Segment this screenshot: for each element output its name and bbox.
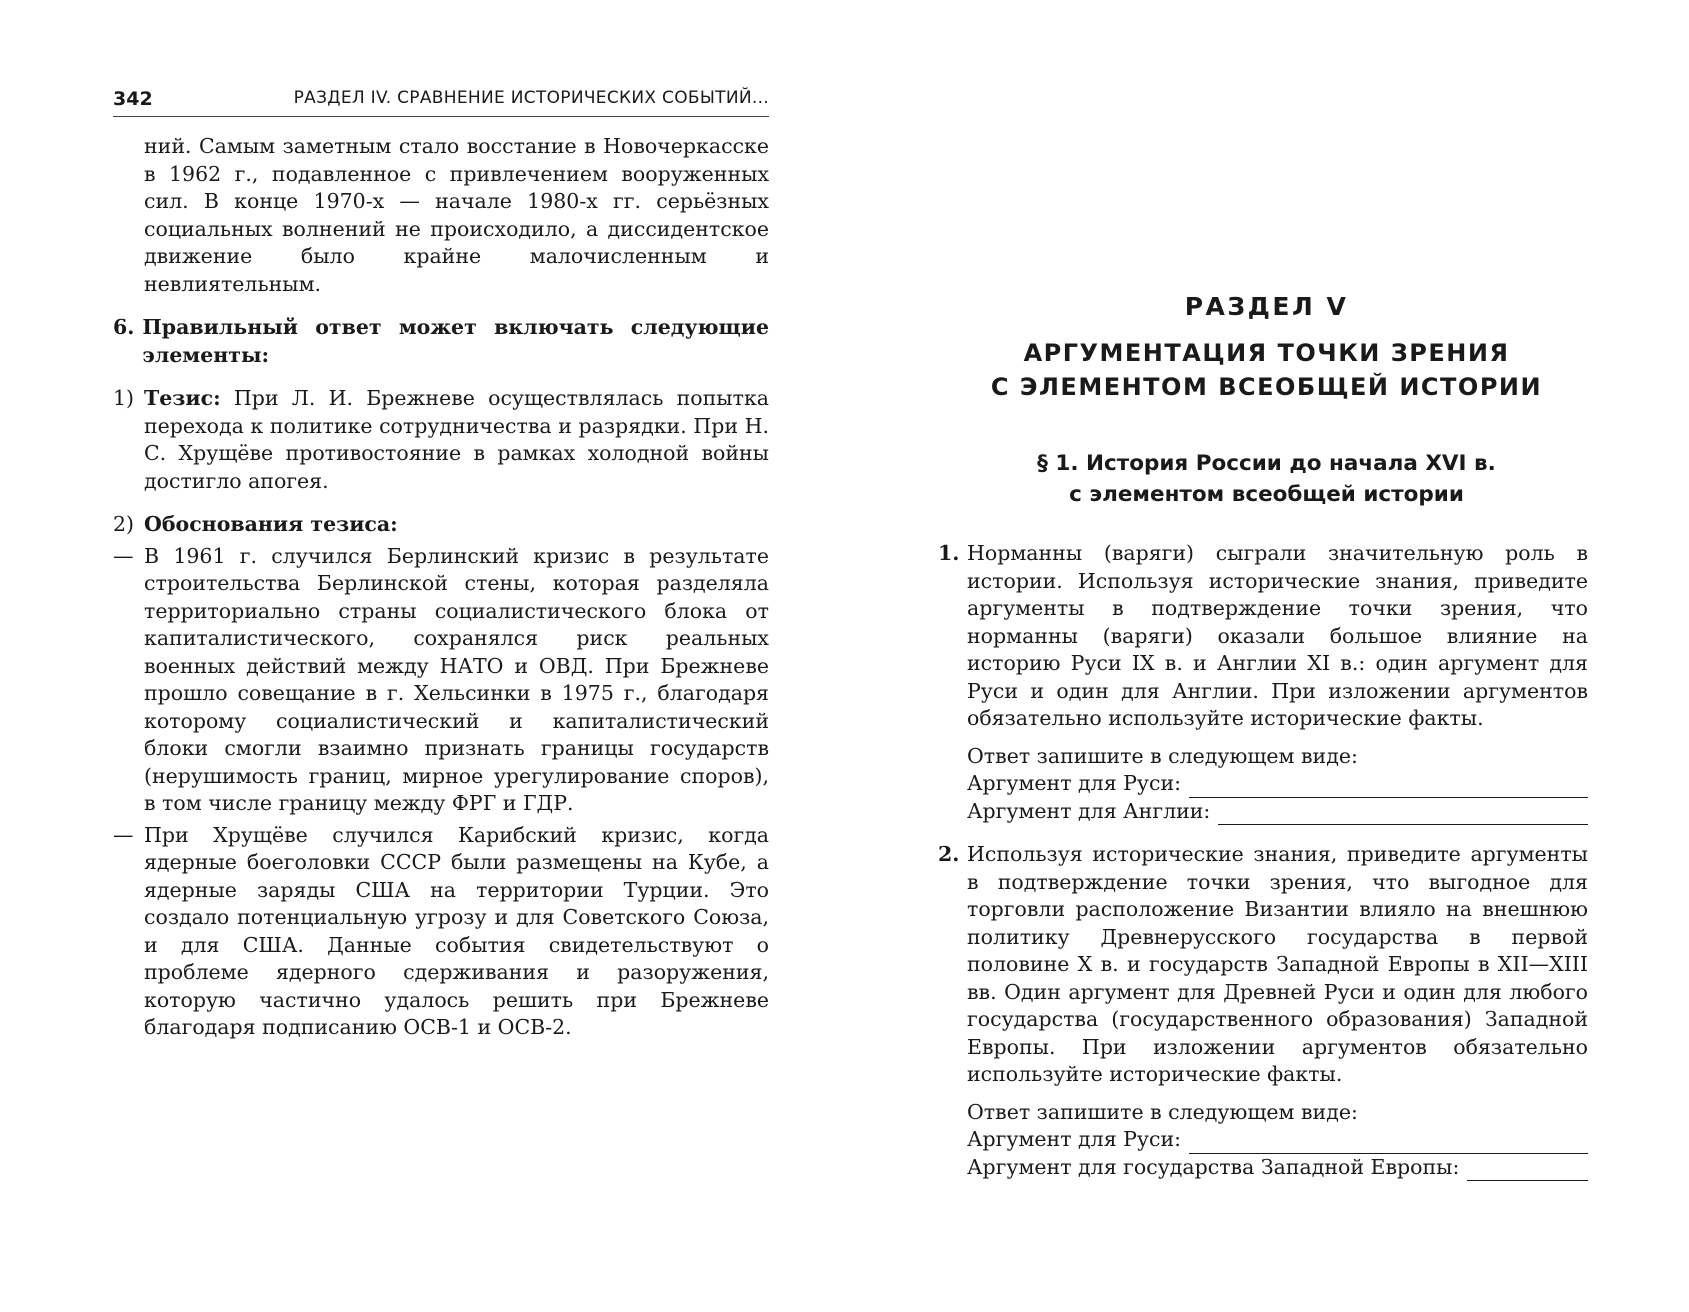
thesis-item	[113, 385, 769, 495]
section-title-line-1: АРГУМЕНТАЦИЯ ТОЧКИ ЗРЕНИЯ	[1023, 339, 1510, 367]
section-title-line-2: С ЭЛЕМЕНТОМ ВСЕОБЩЕЙ ИСТОРИИ	[990, 373, 1543, 401]
justification-point-text: При Хрущёве случился Карибский кризис, когда ядерные боеголовки СССР были размещены на Кубе, а ядерные заряды США на территории Турции. Это создало потенциальную угрозу и для Советского Союза, и для США. Данные события свидетельствуют о проблеме ядерного сдерживания и разоружения, которую частично удалось решить при Брежневе благодаря подписанию ОСВ-1 и ОСВ-2.	[144, 822, 769, 1039]
answer-field	[967, 798, 1588, 826]
task-number: 2.	[938, 842, 960, 866]
dash-mark: —	[113, 822, 134, 847]
left-page	[0, 0, 844, 1312]
task-text: Норманны (варяги) сыграли значительную роль в истории. Используя исторические знания, приведите аргументы в подтверждение точки зрения, что норманны (варяги) оказали большое влияние на историю Руси IX в. и Англии XI в.: один аргумент для Руси и один для Англии. При изложении аргументов обязательно используйте исторические факты.	[967, 541, 1588, 730]
justification-number: 2)	[113, 512, 135, 536]
section-number: РАЗДЕЛ V	[1184, 292, 1349, 321]
task-1	[938, 540, 1588, 825]
answer-field	[967, 1154, 1588, 1182]
task-body	[967, 841, 1588, 1181]
answer-field-label: Аргумент для Руси:	[967, 1127, 1182, 1151]
task-number: 1.	[938, 541, 960, 565]
answer-6-number: 6.	[113, 315, 135, 339]
running-header-title: РАЗДЕЛ IV. СРАВНЕНИЕ ИСТОРИЧЕСКИХ СОБЫТИЙ...	[293, 88, 769, 108]
answer-intro: Ответ запишите в следующем виде:	[967, 1099, 1358, 1124]
thesis-body	[144, 385, 769, 495]
right-page	[844, 0, 1689, 1312]
answer-field-label: Аргумент для Руси:	[967, 771, 1182, 795]
justification-point	[113, 543, 769, 818]
thesis-number: 1)	[113, 386, 135, 410]
answer-6-heading	[113, 314, 769, 369]
left-column	[113, 133, 769, 1042]
answer-6-heading-text: Правильный ответ может включать следующие элементы:	[142, 315, 769, 367]
running-header	[113, 86, 769, 117]
task-body	[967, 540, 1588, 825]
answer-blank-line	[1189, 777, 1588, 798]
justification-point-text: В 1961 г. случился Берлинский кризис в результате строительства Берлинской стены, которая разделяла территориально страны социалистического блока от капиталистического, сохранялся риск реальных военных действий между НАТО и ОВД. При Брежневе прошло совещание в г. Хельсинки в 1975 г., благодаря которому социалистический и капиталистический блоки смогли взаимно признать границы государств (нерушимость границ, мирное урегулирование споров), в том числе границу между ФРГ и ГДР.	[144, 543, 769, 815]
task-text: Используя исторические знания, приведите аргументы в подтверждение точки зрения, что выгодное для торговли расположение Византии влияло на внешнюю политику Древнерусского государства в первой половине X в. и государств Западной Европы в XII—XIII вв. Один аргумент для Древней Руси и один для любого государства (государственного образования) Западной Европы. При изложении аргументов обязательно используйте исторические факты.	[967, 842, 1588, 1086]
subsection-line-1: § 1. История России до начала XVI в.	[1037, 451, 1496, 476]
section-title	[844, 336, 1689, 404]
answer-blank-line	[1189, 1133, 1588, 1154]
continuation-paragraph: ний. Самым заметным стало восстание в Новочеркасске в 1962 г., подавленное с привлечением вооруженных сил. В конце 1970-х — начале 1980-х гг. серьёзных социальных волнений не происходило, а диссидентское движение было крайне малочисленным и невлиятельным.	[144, 134, 769, 296]
subsection-line-2: с элементом всеобщей истории	[1069, 482, 1464, 507]
page-number: 342	[113, 88, 153, 110]
answer-blank-line	[1218, 804, 1588, 825]
answer-field	[967, 1126, 1588, 1154]
answer-field-label: Аргумент для государства Западной Европы:	[967, 1154, 1460, 1179]
answer-field-label: Аргумент для Англии:	[967, 798, 1211, 823]
answer-blank-line	[1467, 1160, 1588, 1181]
right-column	[938, 540, 1588, 1181]
subsection-heading	[844, 448, 1689, 510]
task-2	[938, 841, 1588, 1181]
answer-field	[967, 770, 1588, 798]
justification-label: Обоснования тезиса:	[144, 512, 398, 536]
thesis-label: Тезис:	[144, 386, 221, 410]
answer-intro: Ответ запишите в следующем виде:	[967, 743, 1358, 768]
justification-point	[113, 822, 769, 1042]
thesis-text: При Л. И. Брежневе осуществлялась попытка перехода к политике сотрудничества и разрядки. При Н. С. Хрущёве противостояние в рамках холодной войны достигло апогея.	[144, 386, 769, 493]
dash-mark: —	[113, 543, 134, 568]
justification-heading	[113, 511, 769, 539]
